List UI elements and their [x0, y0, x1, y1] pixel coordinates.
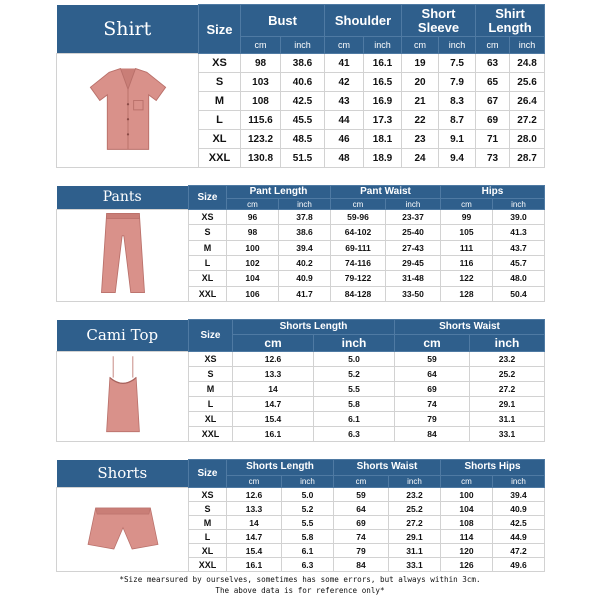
cami-image — [57, 352, 189, 442]
value-cell: 5.0 — [314, 352, 395, 367]
value-cell: 130.8 — [241, 149, 281, 168]
shorts-size-header: Size — [189, 460, 227, 488]
value-cell: 5.8 — [282, 530, 334, 544]
value-cell: 39.4 — [279, 240, 331, 255]
value-cell: 123.2 — [241, 130, 281, 149]
size-label: L — [189, 255, 227, 270]
value-cell: 59 — [334, 488, 389, 502]
pants-col-pant-waist: Pant Waist — [331, 186, 441, 199]
value-cell: 13.3 — [233, 367, 314, 382]
unit-cell: inch — [470, 335, 545, 352]
shirt-size-header: Size — [199, 5, 241, 54]
pants-image — [57, 210, 189, 302]
value-cell: 104 — [227, 271, 279, 286]
value-cell: 26.4 — [510, 92, 545, 111]
value-cell: 67 — [476, 92, 510, 111]
pants-col-hips: Hips — [441, 186, 545, 199]
value-cell: 51.5 — [281, 149, 325, 168]
value-cell: 40.2 — [279, 255, 331, 270]
value-cell: 74-116 — [331, 255, 386, 270]
value-cell: 28.7 — [510, 149, 545, 168]
value-cell: 79 — [395, 412, 470, 427]
size-label: XXL — [189, 558, 227, 572]
note-line-1: *Size mearsured by ourselves, sometimes has some errors, but always within 3cm. — [119, 575, 481, 584]
value-cell: 84-128 — [331, 286, 386, 301]
value-cell: 115.6 — [241, 111, 281, 130]
value-cell: 100 — [227, 240, 279, 255]
unit-cell: cm — [334, 476, 389, 488]
value-cell: 25-40 — [386, 225, 441, 240]
value-cell: 17.3 — [364, 111, 402, 130]
pants-title: Pants — [57, 186, 189, 210]
size-label: S — [199, 73, 241, 92]
table-row — [57, 54, 545, 73]
value-cell: 19 — [402, 54, 439, 73]
value-cell: 43 — [325, 92, 364, 111]
value-cell: 14 — [227, 516, 282, 530]
value-cell: 5.0 — [282, 488, 334, 502]
size-label: M — [199, 92, 241, 111]
value-cell: 21 — [402, 92, 439, 111]
size-label: L — [189, 397, 233, 412]
value-cell: 31-48 — [386, 271, 441, 286]
value-cell: 14.7 — [233, 397, 314, 412]
value-cell: 111 — [441, 240, 493, 255]
value-cell: 29-45 — [386, 255, 441, 270]
value-cell: 96 — [227, 210, 279, 225]
value-cell: 29.1 — [470, 397, 545, 412]
size-label: L — [189, 530, 227, 544]
value-cell: 48 — [325, 149, 364, 168]
pants-illustration — [88, 210, 158, 296]
value-cell: 5.5 — [282, 516, 334, 530]
cami-title: Cami Top — [57, 320, 189, 352]
unit-cell: inch — [493, 476, 545, 488]
cami-size-header: Size — [189, 320, 233, 352]
unit-cell: inch — [386, 199, 441, 210]
value-cell: 69 — [334, 516, 389, 530]
size-label: XS — [189, 352, 233, 367]
value-cell: 16.5 — [364, 73, 402, 92]
value-cell: 15.4 — [233, 412, 314, 427]
value-cell: 44 — [325, 111, 364, 130]
size-label: XL — [189, 271, 227, 286]
value-cell: 28.0 — [510, 130, 545, 149]
cami-col-shorts-length: Shorts Length — [233, 320, 395, 335]
shirt-col-bust: Bust — [241, 5, 325, 37]
shirt-title: Shirt — [57, 5, 199, 54]
measurement-note — [0, 574, 600, 596]
size-label: XL — [189, 544, 227, 558]
value-cell: 16.9 — [364, 92, 402, 111]
size-label: XXL — [199, 149, 241, 168]
value-cell: 24.8 — [510, 54, 545, 73]
shirt-illustration — [81, 60, 175, 156]
value-cell: 64 — [334, 502, 389, 516]
size-label: XXL — [189, 427, 233, 442]
value-cell: 27.2 — [510, 111, 545, 130]
size-label: M — [189, 516, 227, 530]
value-cell: 27.2 — [470, 382, 545, 397]
value-cell: 23 — [402, 130, 439, 149]
value-cell: 5.8 — [314, 397, 395, 412]
shorts-illustration — [85, 496, 161, 558]
value-cell: 42.5 — [281, 92, 325, 111]
note-line-2: The above data is for reference only* — [215, 586, 385, 595]
shorts-col-shorts-length: Shorts Length — [227, 460, 334, 476]
unit-cell: inch — [439, 37, 476, 54]
value-cell: 27.2 — [389, 516, 441, 530]
value-cell: 20 — [402, 73, 439, 92]
unit-cell: inch — [493, 199, 545, 210]
unit-cell: cm — [241, 37, 281, 54]
value-cell: 9.4 — [439, 149, 476, 168]
value-cell: 8.3 — [439, 92, 476, 111]
value-cell: 108 — [241, 92, 281, 111]
value-cell: 48.5 — [281, 130, 325, 149]
size-label: XS — [199, 54, 241, 73]
shorts-title: Shorts — [57, 460, 189, 488]
value-cell: 63 — [476, 54, 510, 73]
shirt-image — [57, 54, 199, 168]
value-cell: 23-37 — [386, 210, 441, 225]
value-cell: 33.1 — [470, 427, 545, 442]
value-cell: 14 — [233, 382, 314, 397]
value-cell: 38.6 — [279, 225, 331, 240]
size-label: M — [189, 382, 233, 397]
unit-cell: cm — [476, 37, 510, 54]
value-cell: 6.1 — [282, 544, 334, 558]
value-cell: 84 — [334, 558, 389, 572]
value-cell: 69 — [395, 382, 470, 397]
value-cell: 23.2 — [389, 488, 441, 502]
value-cell: 5.5 — [314, 382, 395, 397]
unit-cell: cm — [227, 199, 279, 210]
value-cell: 25.2 — [389, 502, 441, 516]
shirt-table — [56, 4, 545, 168]
value-cell: 50.4 — [493, 286, 545, 301]
cami-table — [56, 319, 545, 442]
value-cell: 45.5 — [281, 111, 325, 130]
value-cell: 23.2 — [470, 352, 545, 367]
value-cell: 64 — [395, 367, 470, 382]
shorts-table — [56, 459, 545, 572]
value-cell: 100 — [441, 488, 493, 502]
value-cell: 98 — [227, 225, 279, 240]
value-cell: 16.1 — [364, 54, 402, 73]
value-cell: 18.9 — [364, 149, 402, 168]
value-cell: 31.1 — [389, 544, 441, 558]
value-cell: 38.6 — [281, 54, 325, 73]
value-cell: 5.2 — [314, 367, 395, 382]
unit-cell: cm — [227, 476, 282, 488]
value-cell: 40.9 — [493, 502, 545, 516]
value-cell: 79 — [334, 544, 389, 558]
value-cell: 42.5 — [493, 516, 545, 530]
value-cell: 84 — [395, 427, 470, 442]
value-cell: 33.1 — [389, 558, 441, 572]
value-cell: 74 — [395, 397, 470, 412]
value-cell: 16.1 — [227, 558, 282, 572]
unit-cell: cm — [325, 37, 364, 54]
value-cell: 103 — [241, 73, 281, 92]
value-cell: 79-122 — [331, 271, 386, 286]
value-cell: 16.1 — [233, 427, 314, 442]
value-cell: 105 — [441, 225, 493, 240]
shirt-col-shoulder: Shoulder — [325, 5, 402, 37]
value-cell: 33-50 — [386, 286, 441, 301]
value-cell: 18.1 — [364, 130, 402, 149]
value-cell: 48.0 — [493, 271, 545, 286]
value-cell: 108 — [441, 516, 493, 530]
value-cell: 98 — [241, 54, 281, 73]
value-cell: 12.6 — [233, 352, 314, 367]
value-cell: 41.7 — [279, 286, 331, 301]
value-cell: 39.4 — [493, 488, 545, 502]
value-cell: 49.6 — [493, 558, 545, 572]
size-label: XS — [189, 210, 227, 225]
value-cell: 106 — [227, 286, 279, 301]
value-cell: 39.0 — [493, 210, 545, 225]
value-cell: 6.3 — [282, 558, 334, 572]
value-cell: 41 — [325, 54, 364, 73]
value-cell: 42 — [325, 73, 364, 92]
value-cell: 15.4 — [227, 544, 282, 558]
cami-illustration — [94, 353, 152, 435]
unit-cell: inch — [510, 37, 545, 54]
size-label: S — [189, 502, 227, 516]
unit-cell: inch — [281, 37, 325, 54]
unit-cell: cm — [395, 335, 470, 352]
value-cell: 120 — [441, 544, 493, 558]
unit-cell: inch — [282, 476, 334, 488]
pants-table — [56, 185, 545, 302]
value-cell: 44.9 — [493, 530, 545, 544]
value-cell: 7.9 — [439, 73, 476, 92]
value-cell: 8.7 — [439, 111, 476, 130]
value-cell: 59-96 — [331, 210, 386, 225]
value-cell: 40.9 — [279, 271, 331, 286]
shorts-col-shorts-hips: Shorts Hips — [441, 460, 545, 476]
value-cell: 31.1 — [470, 412, 545, 427]
value-cell: 71 — [476, 130, 510, 149]
value-cell: 65 — [476, 73, 510, 92]
value-cell: 114 — [441, 530, 493, 544]
value-cell: 69 — [476, 111, 510, 130]
size-label: XL — [189, 412, 233, 427]
value-cell: 59 — [395, 352, 470, 367]
shorts-image — [57, 488, 189, 572]
value-cell: 40.6 — [281, 73, 325, 92]
unit-cell: inch — [314, 335, 395, 352]
unit-cell: cm — [402, 37, 439, 54]
value-cell: 102 — [227, 255, 279, 270]
shirt-col-short-sleeve: Short Sleeve — [402, 5, 476, 37]
value-cell: 12.6 — [227, 488, 282, 502]
size-label: XL — [199, 130, 241, 149]
value-cell: 25.2 — [470, 367, 545, 382]
shorts-col-shorts-waist: Shorts Waist — [334, 460, 441, 476]
size-label: S — [189, 225, 227, 240]
value-cell: 9.1 — [439, 130, 476, 149]
value-cell: 64-102 — [331, 225, 386, 240]
unit-cell: cm — [441, 476, 493, 488]
value-cell: 74 — [334, 530, 389, 544]
size-label: L — [199, 111, 241, 130]
value-cell: 5.2 — [282, 502, 334, 516]
value-cell: 22 — [402, 111, 439, 130]
value-cell: 24 — [402, 149, 439, 168]
pants-col-pant-length: Pant Length — [227, 186, 331, 199]
value-cell: 43.7 — [493, 240, 545, 255]
table-row — [57, 210, 545, 225]
value-cell: 45.7 — [493, 255, 545, 270]
pants-size-header: Size — [189, 186, 227, 210]
table-row — [57, 352, 545, 367]
value-cell: 99 — [441, 210, 493, 225]
unit-cell: inch — [364, 37, 402, 54]
cami-col-shorts-waist: Shorts Waist — [395, 320, 545, 335]
value-cell: 6.1 — [314, 412, 395, 427]
value-cell: 25.6 — [510, 73, 545, 92]
value-cell: 47.2 — [493, 544, 545, 558]
value-cell: 7.5 — [439, 54, 476, 73]
value-cell: 41.3 — [493, 225, 545, 240]
value-cell: 14.7 — [227, 530, 282, 544]
table-row — [57, 488, 545, 502]
value-cell: 104 — [441, 502, 493, 516]
value-cell: 27-43 — [386, 240, 441, 255]
value-cell: 128 — [441, 286, 493, 301]
value-cell: 46 — [325, 130, 364, 149]
value-cell: 69-111 — [331, 240, 386, 255]
value-cell: 73 — [476, 149, 510, 168]
unit-cell: inch — [279, 199, 331, 210]
value-cell: 37.8 — [279, 210, 331, 225]
value-cell: 116 — [441, 255, 493, 270]
size-label: M — [189, 240, 227, 255]
value-cell: 6.3 — [314, 427, 395, 442]
size-label: XXL — [189, 286, 227, 301]
size-label: S — [189, 367, 233, 382]
value-cell: 29.1 — [389, 530, 441, 544]
shirt-col-shirt-length: Shirt Length — [476, 5, 545, 37]
value-cell: 122 — [441, 271, 493, 286]
size-label: XS — [189, 488, 227, 502]
unit-cell: cm — [441, 199, 493, 210]
value-cell: 13.3 — [227, 502, 282, 516]
unit-cell: cm — [331, 199, 386, 210]
value-cell: 126 — [441, 558, 493, 572]
unit-cell: inch — [389, 476, 441, 488]
unit-cell: cm — [233, 335, 314, 352]
